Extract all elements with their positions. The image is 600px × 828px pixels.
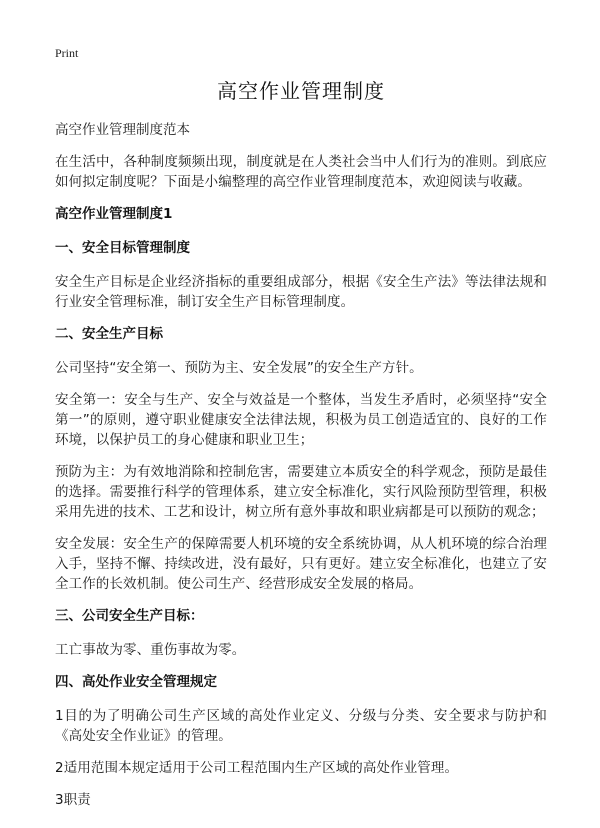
document-title: 高空作业管理制度 bbox=[217, 79, 385, 103]
document-page bbox=[55, 46, 547, 822]
doc1-heading: 高空作业管理制度1 bbox=[55, 206, 173, 222]
section-1-paragraph: 安全生产目标是企业经济指标的重要组成部分，根据《安全生产法》等法律法规和行业安全管理标准，制订安全生产目标管理制度。 bbox=[55, 274, 547, 310]
section-4-paragraph-2: 2适用范围本规定适用于公司工程范围内生产区域的高处作业管理。 bbox=[55, 760, 459, 776]
section-2-paragraph-1: 公司坚持“安全第一、预防为主、安全发展”的安全生产方针。 bbox=[55, 360, 423, 376]
section-2-paragraph-2: 安全第一：安全与生产、安全与效益是一个整体，当发生矛盾时，必须坚持“安全第一”的原则，遵守职业健康安全法律法规，积极为员工创造适宜的、良好的工作环境，以保护员工的身心健康和职业卫生； bbox=[55, 392, 547, 448]
section-2-heading: 二、安全生产目标 bbox=[55, 326, 163, 342]
section-4-paragraph-3: 3职责 bbox=[55, 792, 91, 808]
section-3-heading: 三、公司安全生产目标： bbox=[55, 608, 204, 624]
section-2-paragraph-4: 安全发展：安全生产的保障需要人机环境的安全系统协调，从人机环境的综合治理入手，坚持不懈、持续改进，没有最好，只有更好。建立安全标准化，也建立了安全工作的长效机制。使公司生产、经营形成安全发展的格局。 bbox=[55, 536, 547, 592]
section-2-paragraph-3: 预防为主：为有效地消除和控制危害，需要建立本质安全的科学观念，预防是最佳的选择。需要推行科学的管理体系，建立安全标准化，实行风险预防型管理，积极采用先进的技术、工艺和设计，树立所有意外事故和职业病都是可以预防的观念； bbox=[55, 464, 547, 520]
section-1-heading: 一、安全目标管理制度 bbox=[55, 240, 190, 256]
document-subtitle: 高空作业管理制度范本 bbox=[55, 122, 190, 138]
section-4-paragraph-1: 1目的为了明确公司生产区域的高处作业定义、分级与分类、安全要求与防护和《高处安全作业证》的管理。 bbox=[55, 708, 547, 744]
print-label[interactable]: Print bbox=[55, 46, 79, 60]
section-4-heading: 四、高处作业安全管理规定 bbox=[55, 674, 217, 690]
intro-paragraph: 在生活中，各种制度频频出现，制度就是在人类社会当中人们行为的准则。到底应如何拟定制度呢？下面是小编整理的高空作业管理制度范本，欢迎阅读与收藏。 bbox=[55, 154, 547, 190]
section-3-paragraph: 工亡事故为零、重伤事故为零。 bbox=[55, 642, 246, 658]
